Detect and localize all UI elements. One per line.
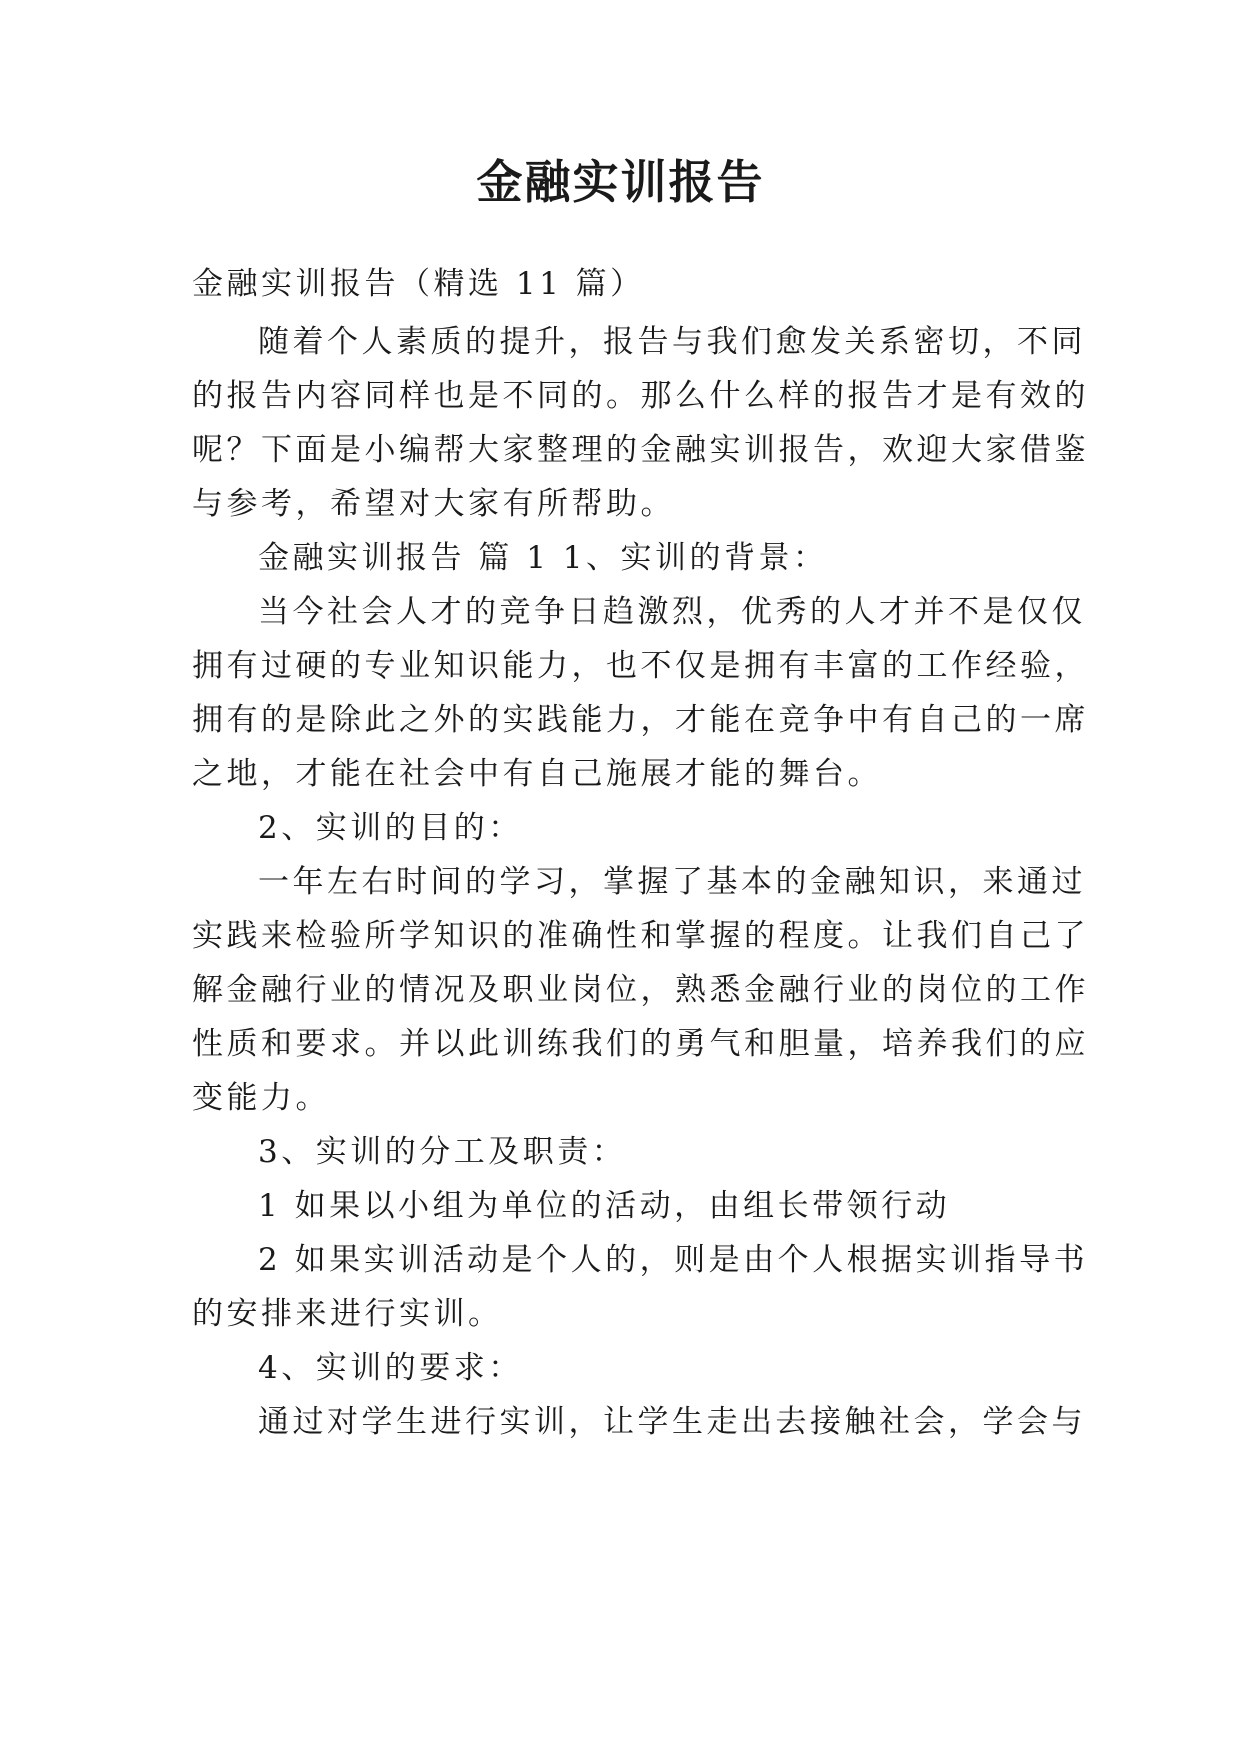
paragraph-line: 呢？下面是小编帮大家整理的金融实训报告，欢迎大家借鉴 [192, 432, 1089, 468]
paragraph-line: 拥有过硬的专业知识能力，也不仅是拥有丰富的工作经验， [192, 648, 1089, 684]
paragraph-line: 拥有的是除此之外的实践能力，才能在竞争中有自己的一席 [192, 702, 1089, 738]
paragraph-line: 一年左右时间的学习，掌握了基本的金融知识，来通过 [258, 864, 1086, 900]
subtitle-line: 金融实训报告（精选 11 篇） [192, 266, 645, 302]
section-heading-line: 金融实训报告 篇 1 1、实训的背景： [258, 540, 828, 576]
paragraph-line: 实践来检验所学知识的准确性和掌握的程度。让我们自己了 [192, 918, 1089, 954]
paragraph-line: 解金融行业的情况及职业岗位，熟悉金融行业的岗位的工作 [192, 972, 1089, 1008]
paragraph-line: 随着个人素质的提升，报告与我们愈发关系密切，不同 [258, 324, 1086, 360]
paragraph-line: 与参考，希望对大家有所帮助。 [192, 486, 675, 522]
paragraph-line: 通过对学生进行实训，让学生走出去接触社会，学会与 [258, 1404, 1086, 1440]
list-item-line: 2 如果实训活动是个人的，则是由个人根据实训指导书 [258, 1242, 1089, 1278]
document-title: 金融实训报告 [476, 155, 765, 209]
paragraph-line: 变能力。 [192, 1080, 330, 1116]
paragraph-line: 的报告内容同样也是不同的。那么什么样的报告才是有效的 [192, 378, 1089, 414]
section-heading-line: 3、实训的分工及职责： [258, 1134, 627, 1170]
paragraph-line: 性质和要求。并以此训练我们的勇气和胆量，培养我们的应 [192, 1026, 1089, 1062]
paragraph-line: 当今社会人才的竞争日趋激烈，优秀的人才并不是仅仅 [258, 594, 1086, 630]
list-item-line: 1 如果以小组为单位的活动，由组长带领行动 [258, 1188, 951, 1224]
list-item-line: 的安排来进行实训。 [192, 1296, 503, 1332]
paragraph-line: 之地，才能在社会中有自己施展才能的舞台。 [192, 756, 882, 792]
section-heading-line: 4、实训的要求： [258, 1350, 523, 1386]
section-heading-line: 2、实训的目的： [258, 810, 523, 846]
